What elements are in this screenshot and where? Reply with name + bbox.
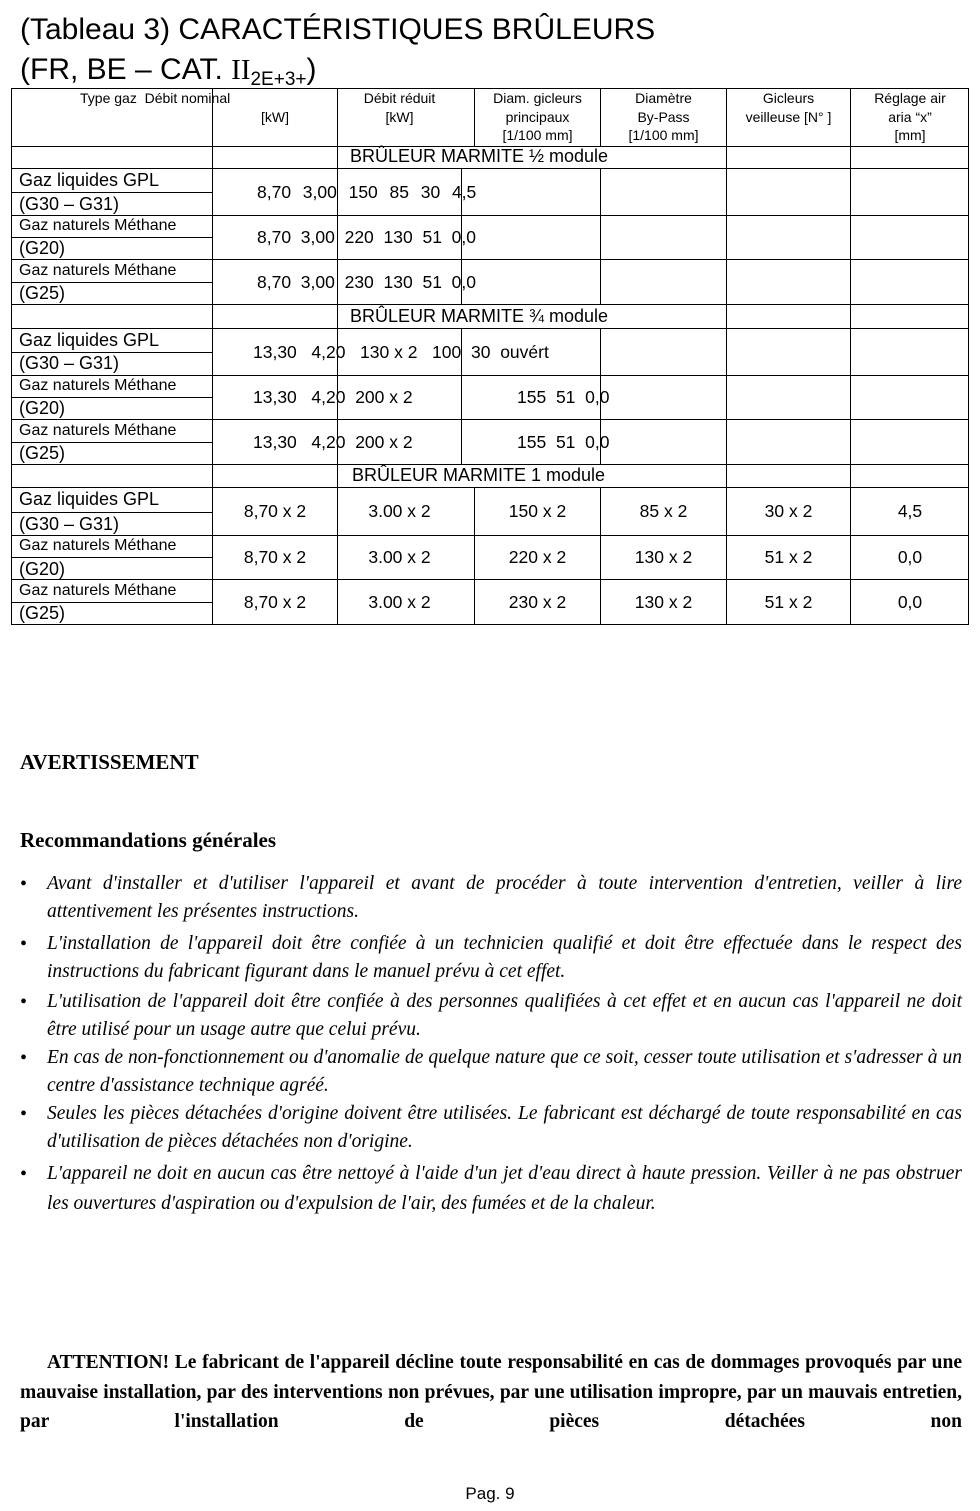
burner-characteristics-table: [11, 88, 969, 625]
gas-code: (G30 – G31): [19, 514, 120, 534]
list-item-text: L'appareil ne doit en aucun cas être nettoyé à l'aide d'un jet d'eau direct à haute pression. Veiller à ne pas obstruer les ouvertures d'aspiration ou d'expulsion de l'air, des fumées et de la chaleur.: [47, 1163, 962, 1214]
recommendations-heading: Recommandations générales: [20, 828, 277, 852]
gas-code: (G25): [19, 443, 66, 463]
gas-type: Gaz naturels Méthane: [19, 262, 177, 279]
bullet-icon: •: [20, 873, 28, 895]
header-diam-gicleurs: Diam. gicleurs: [493, 90, 582, 106]
gas-type: Gaz naturels Méthane: [19, 377, 177, 394]
table-row-values: [253, 342, 549, 362]
list-item-text: Seules les pièces détachées d'origine doivent être utilisées. Le fabricant est déchargé de toute responsabilité en cas d'utilisation de pièces détachées non d'origine.: [47, 1103, 962, 1152]
table-row-values: [253, 432, 413, 452]
header-debit-reduit-unit: [kW]: [385, 109, 414, 125]
header-diam-gicleurs-l2: principaux: [505, 109, 570, 125]
veilleuse-value: 51: [422, 227, 442, 247]
gas-code: (G20): [19, 559, 66, 579]
bullet-icon: •: [20, 991, 28, 1013]
veilleuse-value: 30 x 2: [764, 501, 813, 521]
air-value: 4,5: [897, 501, 923, 521]
bypass-value: 130: [383, 227, 413, 247]
header-type-gaz-label: Type gaz: [80, 90, 137, 106]
header-veilleuse: Gicleurs: [762, 90, 815, 106]
bypass-value: 155: [517, 432, 547, 452]
debit-nominal-value: 8,70 x 2: [243, 547, 307, 567]
table-row-values-right: [517, 432, 609, 452]
gas-code: (G30 – G31): [19, 353, 120, 373]
header-bypass-l2: By-Pass: [637, 109, 690, 125]
gas-code: (G25): [19, 283, 66, 303]
category-subscript: 2E+3+: [250, 69, 307, 90]
diam-gicleur-value: 230 x 2: [508, 592, 567, 612]
diam-gicleur-value: 200 x 2: [355, 432, 413, 452]
debit-nominal-value: 8,70 x 2: [243, 592, 307, 612]
table-row-values: [257, 227, 476, 247]
list-item: [20, 1159, 962, 1219]
veilleuse-value: 51: [555, 387, 576, 407]
table-row-values: [257, 272, 476, 292]
diam-gicleur-value: 130 x 2: [360, 342, 418, 362]
section-title: BRÛLEUR MARMITE ¾ module: [350, 306, 609, 326]
gas-type: Gaz naturels Méthane: [19, 582, 177, 599]
bullet-icon: •: [20, 1103, 28, 1125]
gas-type: Gaz naturels Méthane: [19, 422, 177, 439]
list-item: [20, 1044, 962, 1100]
diam-gicleur-value: 150 x 2: [508, 501, 567, 521]
gas-code: (G20): [19, 238, 66, 258]
bypass-value: 155: [517, 387, 547, 407]
gas-code: (G20): [19, 398, 66, 418]
air-value: ouvért: [500, 342, 549, 362]
gas-type: Gaz naturels Méthane: [19, 537, 177, 554]
gas-type: Gaz naturels Méthane: [19, 217, 177, 234]
category-roman: II: [231, 54, 251, 86]
debit-reduit-value: 3,00: [302, 182, 337, 202]
veilleuse-value: 30: [420, 182, 441, 202]
gas-type: Gaz liquides GPL: [19, 489, 160, 509]
air-value: 0,0: [451, 227, 476, 247]
section-title: BRÛLEUR MARMITE 1 module: [352, 465, 606, 485]
header-veilleuse-l2: veilleuse [N° ]: [745, 109, 832, 125]
title-line-1: (Tableau 3) CARACTÉRISTIQUES BRÛLEURS: [20, 13, 656, 46]
debit-nominal-value: 13,30: [253, 387, 297, 407]
diam-gicleur-value: 200 x 2: [355, 387, 413, 407]
air-value: 4,5: [451, 182, 477, 202]
recommendations-list: [20, 870, 962, 1219]
debit-reduit-value: 3.00 x 2: [368, 592, 431, 612]
bypass-value: 130 x 2: [634, 547, 693, 567]
veilleuse-value: 51 x 2: [764, 547, 813, 567]
debit-nominal-value: 8,70: [257, 272, 292, 292]
debit-nominal-value: 8,70: [257, 182, 292, 202]
veilleuse-value: 51: [555, 432, 576, 452]
table-title: [20, 10, 655, 100]
header-diam-gicleurs-unit: [1/100 mm]: [502, 127, 573, 143]
diam-gicleur-value: 230: [344, 272, 374, 292]
air-value: 0,0: [585, 387, 610, 407]
attention-notice: ATTENTION! Le fabricant de l'appareil décline toute responsabilité en cas de dommages provoqués par une mauvaise installation, par des interventions non prévues, par une utilisation impropre, par un mauvais entretien, par l'installation de pièces détachées non: [20, 1352, 962, 1432]
bullet-icon: •: [20, 1047, 28, 1069]
air-value: 0,0: [897, 547, 923, 567]
header-debit-nominal-unit: [kW]: [261, 109, 289, 125]
header-debit-reduit: Débit réduit: [363, 90, 436, 106]
list-item: [20, 870, 962, 926]
bypass-value: 85: [389, 182, 409, 202]
debit-reduit-value: 3,00: [300, 272, 335, 292]
bullet-icon: •: [20, 1163, 28, 1185]
air-value: 0,0: [897, 592, 923, 612]
header-reglage-air-l2: aria “x”: [888, 109, 932, 125]
gas-type: Gaz liquides GPL: [19, 330, 160, 350]
header-bypass-unit: [1/100 mm]: [628, 127, 699, 143]
table-row-values: [257, 182, 476, 202]
list-item-text: L'installation de l'appareil doit être confiée à un technicien qualifié et doit être effectuée dans le respect des instructions du fabricant figurant dans le manuel prévu à cet effet.: [47, 933, 962, 982]
diam-gicleur-value: 220 x 2: [508, 547, 567, 567]
debit-reduit-value: 4,20: [311, 387, 346, 407]
header-reglage-air-unit: [mm]: [894, 127, 926, 143]
section-title: BRÛLEUR MARMITE ½ module: [350, 146, 609, 166]
debit-nominal-value: 8,70 x 2: [243, 501, 307, 521]
header-reglage-air: Réglage air: [874, 90, 946, 106]
title-line-2-suffix: ): [306, 53, 317, 86]
diam-gicleur-value: 220: [344, 227, 374, 247]
bypass-value: 100: [432, 342, 462, 362]
debit-nominal-value: 8,70: [257, 227, 292, 247]
veilleuse-value: 51 x 2: [764, 592, 813, 612]
gas-code: (G30 – G31): [19, 194, 120, 214]
table-row-values: [253, 387, 413, 407]
debit-nominal-value: 13,30: [253, 432, 297, 452]
debit-reduit-value: 3.00 x 2: [368, 501, 431, 521]
veilleuse-value: 30: [470, 342, 491, 362]
list-item: [20, 930, 962, 986]
header-bypass: Diamètre: [635, 90, 692, 106]
air-value: 0,0: [451, 272, 476, 292]
debit-reduit-value: 4,20: [311, 432, 346, 452]
air-value: 0,0: [585, 432, 610, 452]
gas-code: (G25): [19, 603, 66, 623]
gas-type: Gaz liquides GPL: [19, 170, 160, 190]
page-number: Pag. 9: [465, 1484, 515, 1503]
list-item: [20, 988, 962, 1044]
bypass-value: 130: [383, 272, 413, 292]
veilleuse-value: 51: [422, 272, 442, 292]
diam-gicleur-value: 150: [348, 182, 378, 202]
list-item-text: L'utilisation de l'appareil doit être confiée à des personnes qualifiées à cet effet et en aucun cas l'appareil ne doit être utilisé pour un usage autre que celui prévu.: [47, 991, 962, 1040]
debit-reduit-value: 4,20: [311, 342, 346, 362]
list-item-text: En cas de non-fonctionnement ou d'anomalie de quelque nature que ce soit, cesser toute utilisation et s'adresser à un centre d'assistance technique agréé.: [47, 1047, 962, 1096]
title-line-2-prefix: (FR, BE – CAT.: [20, 53, 232, 86]
warning-heading: AVERTISSEMENT: [20, 750, 199, 774]
header-debit-nominal-label: Débit nominal: [144, 90, 231, 106]
list-item: [20, 1100, 962, 1156]
debit-reduit-value: 3.00 x 2: [368, 547, 431, 567]
bypass-value: 130 x 2: [634, 592, 693, 612]
debit-reduit-value: 3,00: [300, 227, 335, 247]
header-type-gaz: [80, 89, 230, 108]
bypass-value: 85 x 2: [639, 501, 688, 521]
list-item-text: Avant d'installer et d'utiliser l'appareil et avant de procéder à toute intervention d'entretien, veiller à lire attentivement les présentes instructions.: [47, 873, 962, 922]
table-row-values-right: [517, 387, 609, 407]
bullet-icon: •: [20, 933, 28, 955]
debit-nominal-value: 13,30: [253, 342, 297, 362]
